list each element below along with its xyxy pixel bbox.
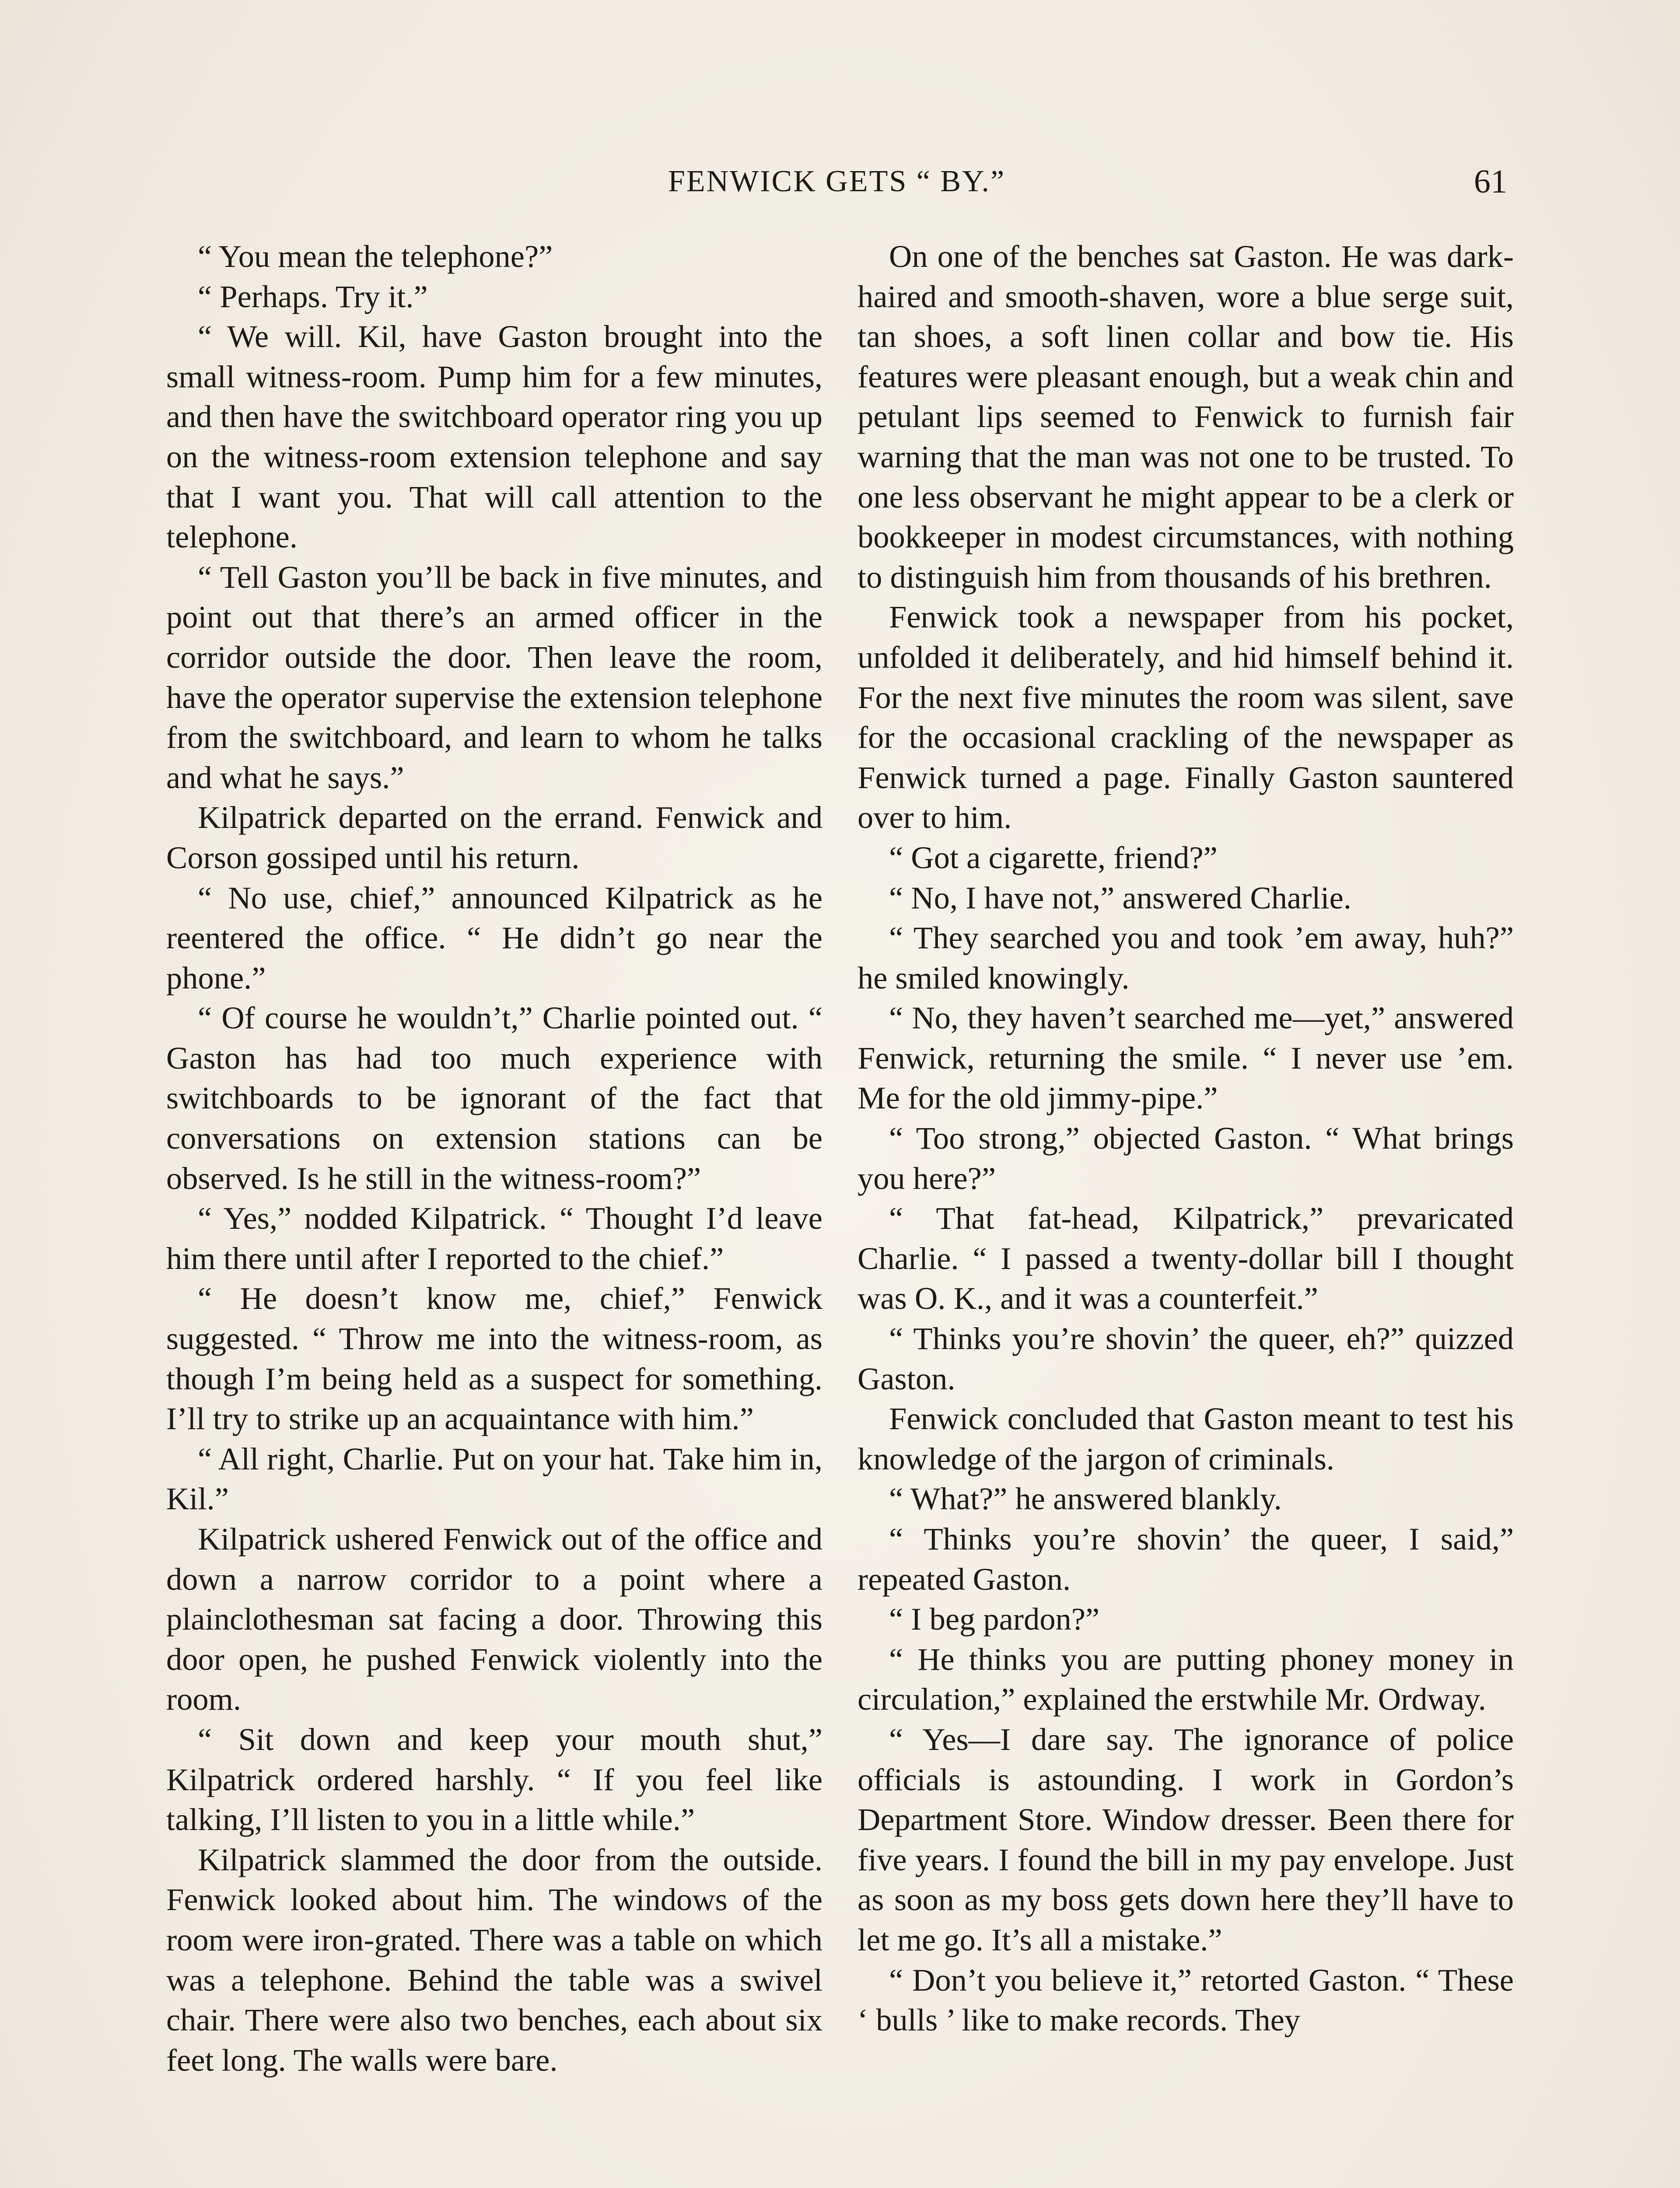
paragraph: Kilpatrick ushered Fenwick out of the office and down a narrow corridor to a point where a plainclothesman sat facing a door. Throwing this door open, he pushed Fenwick violently into the room.: [166, 1521, 822, 1717]
paragraph: “ You mean the telephone?”: [198, 238, 553, 274]
right-column: [858, 236, 1514, 2040]
paragraph: “ I beg pardon?”: [889, 1601, 1100, 1637]
paragraph: “ No, I have not,” answered Charlie.: [889, 880, 1351, 915]
paragraph: “ He thinks you are putting phoney money in circulation,” explained the erstwhile Mr. Ordway.: [858, 1641, 1514, 1717]
paragraph: “ All right, Charlie. Put on your hat. Take him in, Kil.”: [166, 1441, 822, 1517]
paragraph: “ Too strong,” objected Gaston. “ What brings you here?”: [858, 1120, 1514, 1196]
left-column: [166, 236, 822, 2080]
paragraph: “ Thinks you’re shovin’ the queer, I said,” repeated Gaston.: [858, 1521, 1514, 1597]
paragraph: “ Don’t you believe it,” retorted Gaston. “ These ‘ bulls ’ like to make records. They: [858, 1962, 1514, 2038]
paragraph: “ Got a cigarette, friend?”: [889, 839, 1218, 875]
page-header: [166, 158, 1507, 206]
paragraph: “ That fat-head, Kilpatrick,” prevaricated Charlie. “ I passed a twenty-dollar bill I thought was O. K., and it was a counterfeit.”: [858, 1200, 1514, 1316]
paragraph: “ Sit down and keep your mouth shut,” Kilpatrick ordered harshly. “ If you feel like talking, I’ll listen to you in a little while.”: [166, 1721, 822, 1837]
paragraph: Fenwick concluded that Gaston meant to test his knowledge of the jargon of criminals.: [858, 1401, 1514, 1476]
paragraph: Kilpatrick slammed the door from the outside. Fenwick looked about him. The windows of the room were iron-grated. There was a table on which was a telephone. Behind the table was a swivel chair. There were also two benches, each about six feet long. The walls were bare.: [166, 1841, 822, 2078]
paragraph: “ Yes—I dare say. The ignorance of police officials is astounding. I work in Gordon’s Department Store. Window dresser. Been there for five years. I found the bill in my pay envelope. Just as soon as my boss gets down here they’ll have to let me go. It’s all a mistake.”: [858, 1721, 1514, 1957]
paragraph: Fenwick took a newspaper from his pocket, unfolded it deliberately, and hid himself behind it. For the next five minutes the room was silent, save for the occasional crackling of the newspaper as Fenwick turned a page. Finally Gaston sauntered over to him.: [858, 599, 1514, 835]
paragraph: “ No use, chief,” announced Kilpatrick as he reentered the office. “ He didn’t go near the phone.”: [166, 880, 822, 996]
paragraph: “ Tell Gaston you’ll be back in five minutes, and point out that there’s an armed officer in the corridor outside the door. Then leave the room, have the operator supervise the extension telephone from the switchboard, and learn to whom he talks and what he says.”: [166, 559, 822, 795]
paragraph: “ Of course he wouldn’t,” Charlie pointed out. “ Gaston has had too much experience with switchboards to be ignorant of the fact that conversations on extension stations can be observed. Is he still in the witness-room?”: [166, 1000, 822, 1196]
paragraph: Kilpatrick departed on the errand. Fenwick and Corson gossiped until his return.: [166, 799, 822, 875]
paragraph: “ We will. Kil, have Gaston brought into the small witness-room. Pump him for a few minutes, and then have the switchboard operator ring you up on the witness-room extension telephone and say that I want you. That will call attention to the telephone.: [166, 319, 822, 555]
paragraph: “ Yes,” nodded Kilpatrick. “ Thought I’d leave him there until after I reported to the chief.”: [166, 1200, 822, 1276]
running-head: FENWICK GETS “ BY.”: [668, 165, 1006, 198]
paragraph: “ What?” he answered blankly.: [889, 1481, 1282, 1517]
paragraph: “ They searched you and took ’em away, huh?” he smiled knowingly.: [858, 920, 1514, 996]
paragraph: On one of the benches sat Gaston. He was dark-haired and smooth-shaven, wore a blue serge suit, tan shoes, a soft linen collar and bow tie. His features were pleasant enough, but a weak chin and petulant lips seemed to Fenwick to furnish fair warning that the man was not one to be trusted. To one less observant he might appear to be a clerk or bookkeeper in modest circumstances, with nothing to distinguish him from thousands of his brethren.: [858, 238, 1514, 595]
page-number: 61: [1474, 163, 1507, 200]
paragraph: “ Perhaps. Try it.”: [198, 278, 428, 314]
paragraph: “ No, they haven’t searched me—yet,” answered Fenwick, returning the smile. “ I never use ’em. Me for the old jimmy-pipe.”: [858, 1000, 1514, 1116]
paragraph: “ He doesn’t know me, chief,” Fenwick suggested. “ Throw me into the witness-room, as though I’m being held as a suspect for something. I’ll try to strike up an acquaintance with him.”: [166, 1280, 822, 1437]
paragraph: “ Thinks you’re shovin’ the queer, eh?” quizzed Gaston.: [858, 1321, 1514, 1396]
